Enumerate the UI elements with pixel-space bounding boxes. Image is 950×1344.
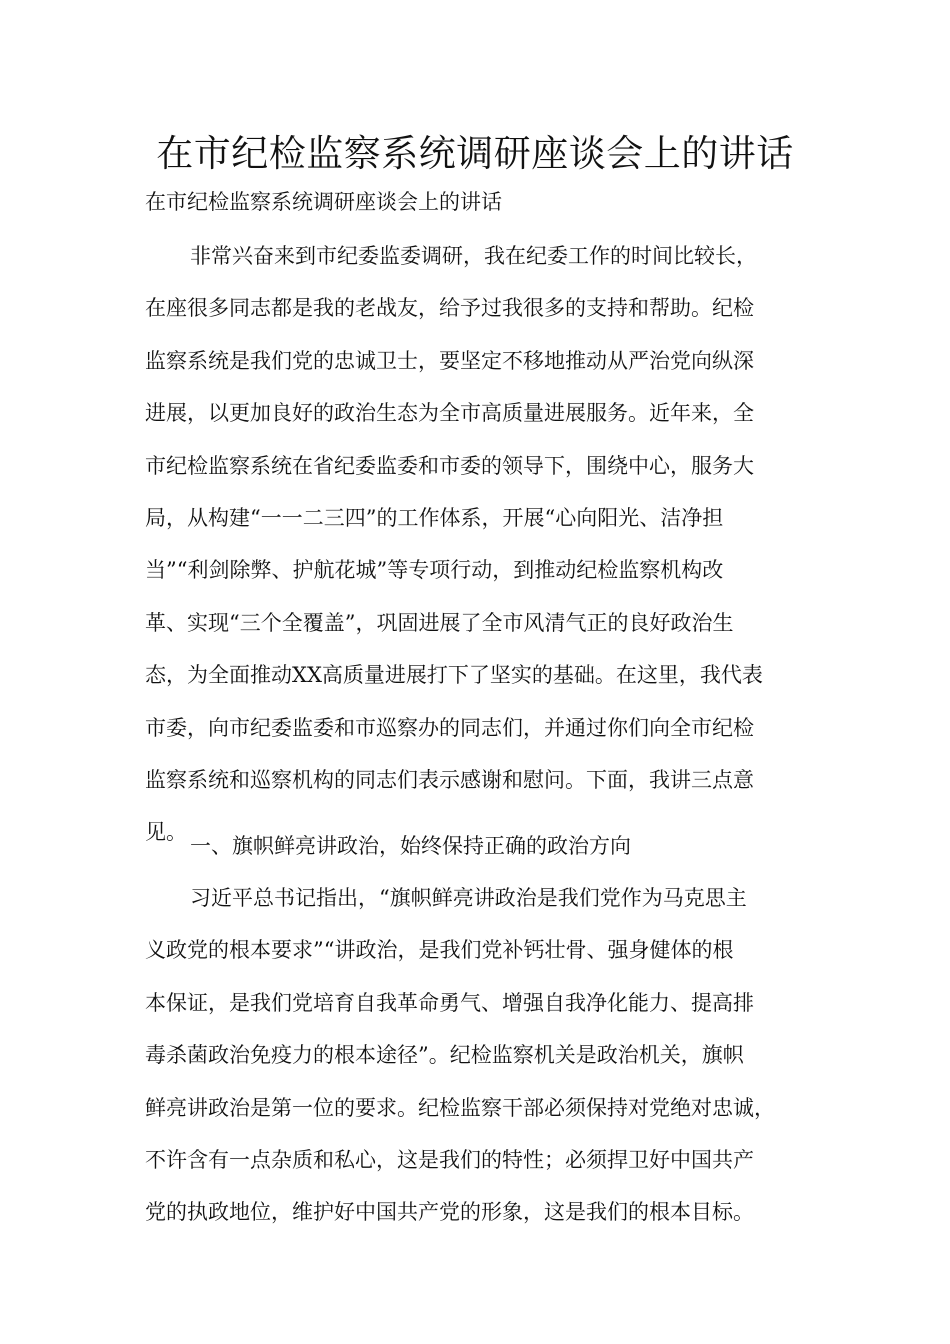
section-heading-text: 一、旗帜鲜亮讲政治，始终保持正确的政治方向 xyxy=(190,834,631,858)
paragraph-line: 习近平总书记指出，“旗帜鲜亮讲政治是我们党作为马克思主 xyxy=(190,886,747,910)
paragraph-line: 局，从构建“一一二三四”的工作体系，开展“心向阳光、洁净担 xyxy=(145,505,724,530)
paragraph-line: 见。 xyxy=(145,820,187,845)
paragraph-section-1 xyxy=(145,872,825,1239)
paragraph-line: 毒杀菌政治免疫力的根本途径”。纪检监察机关是政治机关，旗帜 xyxy=(145,1043,744,1068)
paragraph-line: 在座很多同志都是我的老战友，给予过我很多的支持和帮助。纪检 xyxy=(145,296,754,321)
paragraph-line: 监察系统是我们党的忠诚卫士，要坚定不移地推动从严治党向纵深 xyxy=(145,348,754,373)
paragraph-line: 党的执政地位，维护好中国共产党的形象，这是我们的根本目标。 xyxy=(145,1200,754,1225)
paragraph-intro xyxy=(145,230,825,859)
paragraph-line: 义政党的根本要求”“讲政治，是我们党补钙壮骨、强身健体的根 xyxy=(145,938,734,963)
paragraph-line: 态，为全面推动XX高质量进展打下了坚实的基础。在这里，我代表 xyxy=(145,663,763,688)
document-title: 在市纪检监察系统调研座谈会上的讲话 xyxy=(156,132,794,175)
paragraph-line: 进展，以更加良好的政治生态为全市高质量进展服务。近年来，全 xyxy=(145,401,754,426)
section-heading xyxy=(145,820,825,872)
paragraph-line: 革、实现“三个全覆盖”，巩固进展了全市风清气正的良好政治生 xyxy=(145,610,734,635)
paragraph-line: 非常兴奋来到市纪委监委调研，我在纪委工作的时间比较长， xyxy=(190,244,757,268)
paragraph-line: 鲜亮讲政治是第一位的要求。纪检监察干部必须保持对党绝对忠诚， xyxy=(145,1095,775,1120)
paragraph-line: 监察系统和巡察机构的同志们表示感谢和慰问。下面，我讲三点意 xyxy=(145,767,754,792)
paragraph-line: 市委，向市纪委监委和市巡察办的同志们，并通过你们向全市纪检 xyxy=(145,715,754,740)
paragraph-line: 本保证，是我们党培育自我革命勇气、增强自我净化能力、提高排 xyxy=(145,990,754,1015)
document-subtitle: 在市纪检监察系统调研座谈会上的讲话 xyxy=(145,190,502,214)
paragraph-line: 不许含有一点杂质和私心，这是我们的特性；必须捍卫好中国共产 xyxy=(145,1147,754,1172)
paragraph-line: 当”“利剑除弊、护航花城”等专项行动，到推动纪检监察机构改 xyxy=(145,558,724,583)
paragraph-line: 市纪检监察系统在省纪委监委和市委的领导下，围绕中心，服务大 xyxy=(145,453,754,478)
